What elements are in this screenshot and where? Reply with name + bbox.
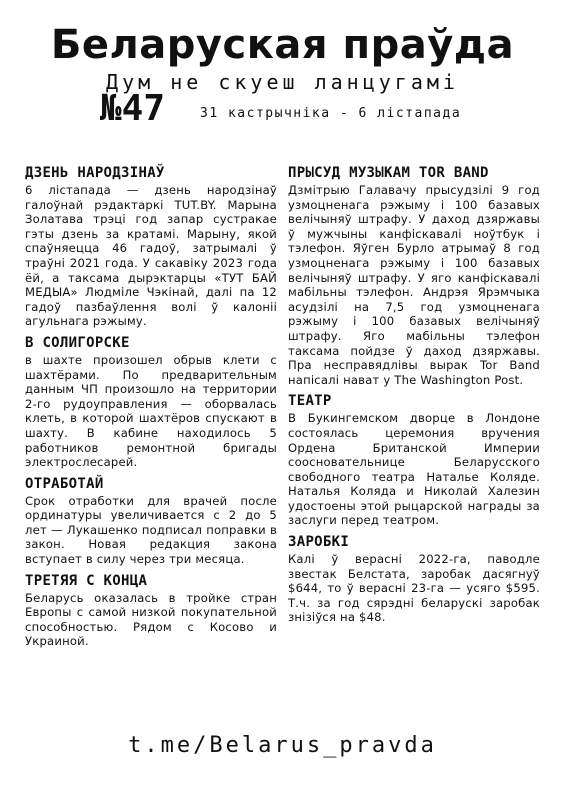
article-otrabotai: [25, 476, 277, 567]
article-headline: ТЕАТР: [288, 393, 332, 410]
article-body: Калі ў верасні 2022-га, паводле звестак Белстата, заробак дасягнуў $644, то ў верасні 23-га — усяго $595. Т.ч. за год сярэдні беларускі заробак знізіўся на $48.: [288, 552, 540, 625]
article-headline: ЗАРОБКІ: [288, 534, 350, 551]
article-theatre: [288, 393, 540, 528]
left-column: [25, 165, 277, 655]
article-salaries: [288, 534, 540, 625]
article-headline: ТРЕТЯЯ С КОНЦА: [25, 572, 148, 589]
article-body: Беларусь оказалась в тройке стран Европы с самой низкой покупательной способностью. Рядом с Косово и Украиной.: [25, 590, 277, 649]
article-headline: ПРЫСУД МУЗЫКАМ TOR BAND: [288, 165, 489, 181]
issue-dates: 31 кастрычніка - 6 лістапада: [200, 106, 462, 121]
article-body: Дзмітрыю Галавачу прысудзілі 9 год узмоцненага рэжыму і 100 базавых велічыняў штрафу. У даход дзяржавы ў мужчыны канфіскавалі ноўтбук і тэлефон. Яўген Бурло атрымаў 8 год узмоцненага рэжыму і 100 базавых велічыняў штрафу. У яго канфіскавалі мабільны тэлефон. Андрэя Ярэмчыка асудзілі на 7,5 год узмоцненага рэжыму і 100 базавых велічыняў штрафу. Яго мабільны тэлефон таксама пойдзе ў даход дзяржавы. Пра несправядлівы вырак Tor Band напісалі нават у The Washington Post.: [288, 183, 540, 387]
article-body: В Букингемском дворце в Лондоне состоялась церемония вручения Ордена Британской Империи соосновательнице Беларусского свободного театра Наталье Коляде. Наталья Коляда и Николай Халезин удостоены этой рыцарской награды за заслуги перед театром.: [288, 411, 540, 528]
article-tor-band: [288, 165, 540, 387]
article-soligorsk: [25, 335, 277, 470]
telegram-link[interactable]: t.me/Belarus_pravda: [128, 733, 437, 758]
article-body: Срок отработки для врачей после ординатуры увеличивается с 2 до 5 лет — Лукашенко подписал поправки в закон. Новая редакция закона вступает в силу через три месяца.: [25, 493, 277, 567]
article-headline: ДЗЕНЬ НАРОДЗІНАЎ: [25, 165, 165, 181]
article-birthday: [25, 165, 277, 329]
article-body: в шахте произошел обрыв клети с шахтёрами. По предварительным данным ЧП произошло на территории 2-го рудоуправления — оборвалась клеть, в которой шахтёров спускают в шахту. В кабине находилось 5 работников ремонтной бригады электрослесарей.: [25, 352, 277, 470]
article-headline: ОТРАБОТАЙ: [25, 475, 104, 492]
issue-number: №47: [100, 88, 166, 129]
right-column: [288, 165, 540, 631]
newspaper-title: Беларуская праўда: [50, 22, 515, 68]
article-body: 6 лістапада — дзень народзінаў галоўнай рэдактаркі TUT.BY. Марына Золатава трэці год запар сустракае гэты дзень за кратамі. Марыну, якой спаўняецца 46 гадоў, затрымалі ў траўні 2021 года. У сакавіку 2023 года ёй, а таксама дырэктарцы «ТУТ БАЙ МЕДЫА» Людміле Чэкінай, далі па 12 гадоў пазбаўлення волі ў калоніі агульнага рэжыму.: [25, 183, 277, 329]
masthead: [0, 0, 565, 160]
newspaper-motto: Дум не скуеш ланцугамі: [106, 70, 459, 94]
article-third-from-end: [25, 573, 277, 649]
article-headline: В СОЛИГОРСКЕ: [25, 334, 130, 351]
